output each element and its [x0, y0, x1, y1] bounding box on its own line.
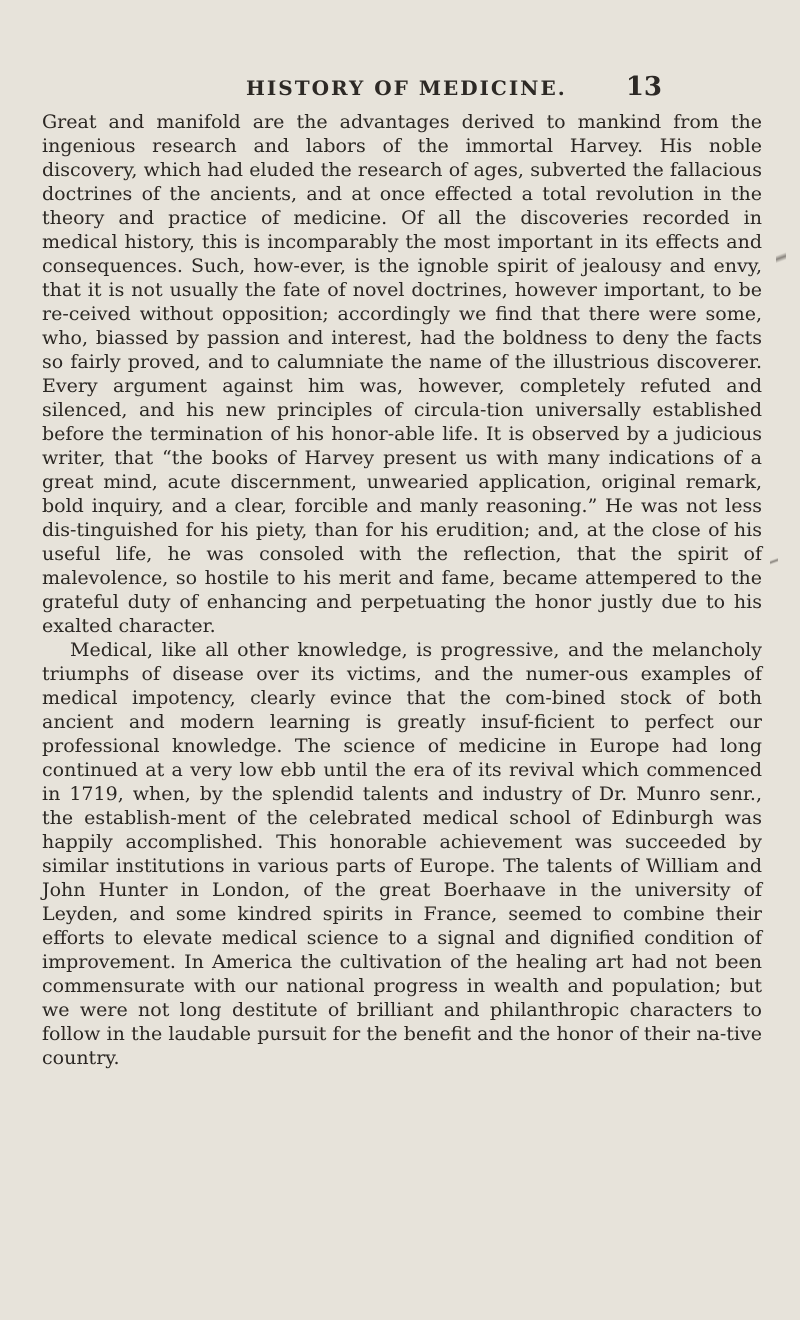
page-number: 13: [625, 72, 662, 102]
margin-mark: [776, 248, 786, 270]
paragraph-harvey: Great and manifold are the advantages derived to mankind from the ingenious research and labors of the immortal Harvey. His noble discovery, which had eluded the research of ages, subverted the fallacious doctrines of the ancients, and at once effected a total revolution in the theory and practice of medicine. Of all the discoveries recorded in medical history, this is incomparably the most important in its effects and consequences. Such, how-ever, is the ignoble spirit of jealousy and envy, that it is not usually the fate of novel doctrines, however important, to be re-ceived without opposition; accordingly we find that there were some, who, biassed by passion and interest, had the boldness to deny the facts so fairly proved, and to calumniate the name of the illustrious discoverer. Every argument against him was, however, completely refuted and silenced, and his new principles of circula-tion universally established before the termination of his honor-able life. It is observed by a judicious writer, that “the books of Harvey present us with many indications of a great mind, acute discernment, unwearied application, original remark, bold inquiry, and a clear, forcible and manly reasoning.” He was not less dis-tinguished for his piety, than for his erudition; and, at the close of his useful life, he was consoled with the reflection, that the spirit of malevolence, so hostile to his merit and fame, became attempered to the grateful duty of enhancing and perpetuating the honor justly due to his exalted character.: [42, 111, 762, 637]
body-text: [42, 110, 762, 1070]
paragraph-medical-progress: Medical, like all other knowledge, is progressive, and the melancholy triumphs of disease over its victims, and the numer-ous examples of medical impotency, clearly evince that the com-bined stock of both ancient and modern learning is greatly insuf-ficient to perfect our professional knowledge. The science of medicine in Europe had long continued at a very low ebb until the era of its revival which commenced in 1719, when, by the splendid talents and industry of Dr. Munro senr., the establish-ment of the celebrated medical school of Edinburgh was happily accomplished. This honorable achievement was succeeded by similar institutions in various parts of Europe. The talents of William and John Hunter in London, of the great Boerhaave in the university of Leyden, and some kindred spirits in France, seemed to combine their efforts to elevate medical science to a signal and dignified condition of improvement. In America the cultivation of the healing art had not been commensurate with our national progress in wealth and population; but we were not long destitute of brilliant and philanthropic characters to follow in the laudable pursuit for the benefit and the honor of their na-tive country.: [42, 639, 762, 1069]
margin-mark: [770, 556, 778, 568]
running-title: HISTORY OF MEDICINE.: [246, 76, 567, 100]
running-head: [246, 72, 666, 104]
